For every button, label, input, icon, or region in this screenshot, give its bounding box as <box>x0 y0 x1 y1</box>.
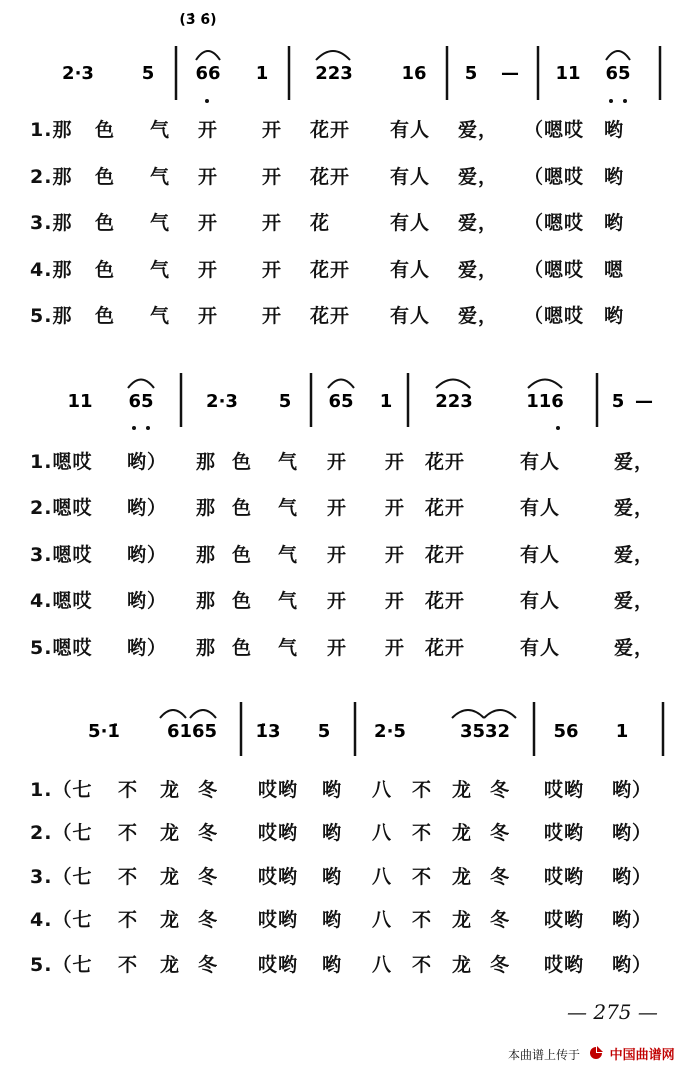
lyric-word: 有人 <box>390 259 431 281</box>
slur <box>316 51 350 60</box>
lyric-word: 不 <box>412 866 433 888</box>
lyric-word: 爱， <box>458 119 499 141</box>
notation-token: 56 <box>553 721 579 742</box>
lyric-word: 开 <box>385 637 406 659</box>
notation-token: — <box>501 63 519 84</box>
lyric-word: 冬 <box>198 822 219 844</box>
lyric-word: 龙 <box>452 866 473 888</box>
slur <box>606 51 630 60</box>
slur <box>196 51 220 60</box>
lyric-word: 八 <box>372 909 393 931</box>
lyric-word: 冬 <box>490 866 511 888</box>
lyric-word: 哟） <box>612 779 653 801</box>
lyric-row <box>0 818 700 852</box>
lyric-word: 哟） <box>127 544 168 566</box>
lyric-word: 开 <box>262 212 283 234</box>
lyric-word: 色 <box>95 212 116 234</box>
notation-token: 116 <box>526 391 564 412</box>
lyric-word: 哟 <box>322 954 343 976</box>
lyric-word: 冬 <box>490 909 511 931</box>
lyric-row <box>0 162 700 196</box>
lyric-row <box>0 775 700 809</box>
lyric-word: 哟） <box>127 590 168 612</box>
slur <box>328 380 354 389</box>
lyric-word: 4.那 <box>30 259 73 281</box>
lyric-word: 爱， <box>614 637 655 659</box>
lyric-word: 嗯 <box>604 259 625 281</box>
lyric-word: 冬 <box>198 866 219 888</box>
lyric-word: 色 <box>232 544 253 566</box>
lyric-word: 哎哟 <box>544 822 585 844</box>
lyric-word: 有人 <box>520 451 561 473</box>
lyric-word: 哟） <box>127 451 168 473</box>
notation-token: 1̇3 <box>255 721 281 742</box>
lyric-word: 八 <box>372 779 393 801</box>
lyric-word: 气 <box>150 119 171 141</box>
lyric-row <box>0 586 700 620</box>
slur <box>436 380 470 389</box>
lyric-row <box>0 950 700 984</box>
lyric-word: 气 <box>278 590 299 612</box>
notation-token: 16 <box>401 63 427 84</box>
lyric-word: 有人 <box>520 637 561 659</box>
lyric-word: 龙 <box>452 909 473 931</box>
lyric-word: 哎哟 <box>258 909 299 931</box>
lyric-word: 那 <box>196 451 217 473</box>
lyric-word: 开 <box>262 119 283 141</box>
lyric-word: 爱， <box>458 259 499 281</box>
lyric-word: 5.那 <box>30 305 73 327</box>
page-number: — 275 — <box>567 1000 658 1024</box>
lyric-word: 哟） <box>127 497 168 519</box>
notation-token: 223 <box>315 63 353 84</box>
lyric-word: 八 <box>372 822 393 844</box>
lyric-word: 色 <box>232 451 253 473</box>
lyric-word: 爱， <box>614 451 655 473</box>
lyric-word: 哎哟 <box>544 779 585 801</box>
lyric-word: 哎哟 <box>258 954 299 976</box>
lyric-word: 不 <box>118 822 139 844</box>
grace-note: (3̇ 6̇) <box>179 12 217 28</box>
lyric-word: 开 <box>262 305 283 327</box>
notation-token: 1 <box>379 391 393 412</box>
lyric-word: （嗯哎 <box>524 259 585 281</box>
slur <box>160 710 186 718</box>
lyric-word: 气 <box>150 166 171 188</box>
lyric-word: 3.嗯哎 <box>30 544 93 566</box>
lyric-word: 4.（七 <box>30 909 93 931</box>
notation-token: 65 <box>328 391 354 412</box>
site-logo-icon <box>588 1045 604 1067</box>
lyric-word: 有人 <box>390 166 431 188</box>
notation-token: 5 <box>141 63 155 84</box>
lyric-word: 哎哟 <box>258 866 299 888</box>
lyric-word: 开 <box>327 451 348 473</box>
lyric-row <box>0 208 700 242</box>
lyric-word: （嗯哎 <box>524 119 585 141</box>
notation-token: 5 <box>464 63 478 84</box>
lyric-word: 4.嗯哎 <box>30 590 93 612</box>
lyric-row <box>0 493 700 527</box>
lyric-word: 不 <box>118 866 139 888</box>
lyric-row <box>0 447 700 481</box>
lyric-word: 有人 <box>520 544 561 566</box>
lyric-word: 花开 <box>310 166 351 188</box>
slur <box>128 380 154 389</box>
notation-system-2 <box>0 355 700 435</box>
lyric-word: 花 <box>310 212 331 234</box>
lyric-word: 2.那 <box>30 166 73 188</box>
lyric-word: 气 <box>150 212 171 234</box>
lyric-word: 色 <box>95 259 116 281</box>
lyric-row <box>0 862 700 896</box>
lyric-word: （嗯哎 <box>524 212 585 234</box>
notation-system-3 <box>0 680 700 765</box>
site-name[interactable]: 中国曲谱网 <box>609 1048 675 1063</box>
notation-token: 65 <box>128 391 154 412</box>
lyric-word: 2.嗯哎 <box>30 497 93 519</box>
octave-dot <box>132 426 136 430</box>
lyric-word: 冬 <box>198 779 219 801</box>
slur <box>484 710 516 718</box>
lyric-word: 5.嗯哎 <box>30 637 93 659</box>
lyric-word: 花开 <box>425 451 466 473</box>
lyric-word: 2.（七 <box>30 822 93 844</box>
lyric-word: 八 <box>372 866 393 888</box>
lyric-word: 冬 <box>490 779 511 801</box>
lyric-word: 哟） <box>612 866 653 888</box>
lyric-word: 1.嗯哎 <box>30 451 93 473</box>
lyric-word: 哟 <box>322 822 343 844</box>
lyric-word: 开 <box>198 212 219 234</box>
notation-token: 2·5 <box>374 721 406 742</box>
lyric-row <box>0 301 700 335</box>
lyric-word: （嗯哎 <box>524 305 585 327</box>
notation-system-1 <box>0 0 700 110</box>
lyric-word: 哟） <box>127 637 168 659</box>
lyric-word: 龙 <box>452 822 473 844</box>
octave-dot <box>609 99 613 103</box>
lyric-word: 开 <box>198 119 219 141</box>
lyric-row <box>0 255 700 289</box>
lyric-word: 哎哟 <box>544 909 585 931</box>
lyric-word: 那 <box>196 544 217 566</box>
notation-token: 11 <box>555 63 581 84</box>
lyric-word: 哎哟 <box>544 866 585 888</box>
lyric-word: 哟） <box>612 909 653 931</box>
notation-token: 11 <box>67 391 93 412</box>
lyric-word: 气 <box>278 451 299 473</box>
lyric-word: 气 <box>278 637 299 659</box>
lyric-word: 花开 <box>310 305 351 327</box>
octave-dot <box>556 426 560 430</box>
lyric-word: 开 <box>385 544 406 566</box>
lyric-word: 龙 <box>160 866 181 888</box>
lyric-word: 冬 <box>198 954 219 976</box>
lyric-word: 气 <box>150 259 171 281</box>
notation-token: 5 <box>317 721 331 742</box>
notation-token: 66 <box>195 63 221 84</box>
lyric-row <box>0 905 700 939</box>
lyric-word: 花开 <box>425 590 466 612</box>
lyric-word: 那 <box>196 497 217 519</box>
lyric-word: 开 <box>385 590 406 612</box>
notation-token: 5·1̇ <box>88 721 120 742</box>
lyric-word: 色 <box>95 305 116 327</box>
lyric-word: 哟） <box>612 954 653 976</box>
notation-token: 2·3 <box>206 391 238 412</box>
lyric-word: 龙 <box>160 779 181 801</box>
lyric-word: 哟 <box>322 909 343 931</box>
notation-token: 5 <box>611 391 625 412</box>
lyric-word: 开 <box>327 590 348 612</box>
lyric-word: 色 <box>95 119 116 141</box>
notation-token: 1 <box>255 63 269 84</box>
lyric-word: 有人 <box>520 590 561 612</box>
lyric-word: 1.那 <box>30 119 73 141</box>
lyric-word: 爱， <box>614 590 655 612</box>
lyric-word: 花开 <box>425 637 466 659</box>
lyric-word: 花开 <box>310 259 351 281</box>
lyric-word: 龙 <box>160 954 181 976</box>
lyric-word: 龙 <box>452 779 473 801</box>
lyric-word: 不 <box>412 954 433 976</box>
lyric-word: 开 <box>262 259 283 281</box>
notation-token: 223 <box>435 391 473 412</box>
notation-token: 65 <box>605 63 631 84</box>
lyric-word: 龙 <box>160 822 181 844</box>
lyric-row <box>0 633 700 667</box>
lyric-word: 开 <box>198 259 219 281</box>
lyric-word: 爱， <box>458 305 499 327</box>
lyric-word: 开 <box>198 166 219 188</box>
lyric-word: 5.（七 <box>30 954 93 976</box>
lyric-word: 3.（七 <box>30 866 93 888</box>
lyric-word: 哟 <box>604 119 625 141</box>
lyric-word: 有人 <box>390 212 431 234</box>
lyric-word: 龙 <box>452 954 473 976</box>
lyric-word: 爱， <box>614 497 655 519</box>
lyric-word: 那 <box>196 590 217 612</box>
lyric-word: 气 <box>278 544 299 566</box>
slur <box>190 710 216 718</box>
lyric-word: 冬 <box>490 954 511 976</box>
lyric-word: 哟） <box>612 822 653 844</box>
lyric-word: 爱， <box>458 166 499 188</box>
lyric-word: 气 <box>150 305 171 327</box>
notation-token: 6165 <box>166 721 218 742</box>
slur <box>528 380 562 389</box>
lyric-word: 不 <box>118 909 139 931</box>
lyric-word: 龙 <box>160 909 181 931</box>
lyric-word: 不 <box>118 779 139 801</box>
lyric-word: 不 <box>118 954 139 976</box>
notation-token: 2·3 <box>62 63 94 84</box>
notation-token: 5 <box>278 391 292 412</box>
lyric-word: 冬 <box>198 909 219 931</box>
lyric-word: （嗯哎 <box>524 166 585 188</box>
lyric-word: 不 <box>412 779 433 801</box>
lyric-word: 不 <box>412 909 433 931</box>
lyric-word: 爱， <box>614 544 655 566</box>
lyric-word: 哎哟 <box>258 822 299 844</box>
lyric-word: 冬 <box>490 822 511 844</box>
lyric-word: 气 <box>278 497 299 519</box>
notation-token: — <box>635 391 653 412</box>
lyric-word: 1.（七 <box>30 779 93 801</box>
lyric-word: 开 <box>327 544 348 566</box>
lyric-word: 开 <box>385 497 406 519</box>
lyric-word: 那 <box>196 637 217 659</box>
octave-dot <box>623 99 627 103</box>
lyric-word: 哟 <box>322 779 343 801</box>
lyric-word: 有人 <box>520 497 561 519</box>
lyric-word: 色 <box>232 637 253 659</box>
lyric-word: 爱， <box>458 212 499 234</box>
lyric-word: 色 <box>95 166 116 188</box>
lyric-word: 哎哟 <box>544 954 585 976</box>
notation-token: 1 <box>615 721 629 742</box>
lyric-word: 花开 <box>425 544 466 566</box>
lyric-word: 有人 <box>390 119 431 141</box>
lyric-word: 色 <box>232 590 253 612</box>
footer-credit[interactable] <box>508 1044 675 1066</box>
lyric-word: 有人 <box>390 305 431 327</box>
lyric-word: 哟 <box>604 166 625 188</box>
lyric-word: 花开 <box>425 497 466 519</box>
lyric-word: 八 <box>372 954 393 976</box>
lyric-word: 色 <box>232 497 253 519</box>
footer-text: 本曲谱上传于 <box>508 1048 581 1062</box>
lyric-word: 不 <box>412 822 433 844</box>
lyric-row <box>0 115 700 149</box>
lyric-word: 开 <box>327 637 348 659</box>
lyric-word: 哟 <box>604 212 625 234</box>
lyric-word: 哎哟 <box>258 779 299 801</box>
lyric-word: 开 <box>385 451 406 473</box>
slur <box>452 710 484 718</box>
octave-dot <box>146 426 150 430</box>
lyric-word: 哟 <box>322 866 343 888</box>
lyric-word: 开 <box>198 305 219 327</box>
lyric-row <box>0 540 700 574</box>
lyric-word: 3.那 <box>30 212 73 234</box>
lyric-word: 开 <box>327 497 348 519</box>
notation-token: 3532 <box>459 721 511 742</box>
lyric-word: 哟 <box>604 305 625 327</box>
octave-dot <box>205 99 209 103</box>
lyric-word: 花开 <box>310 119 351 141</box>
lyric-word: 开 <box>262 166 283 188</box>
